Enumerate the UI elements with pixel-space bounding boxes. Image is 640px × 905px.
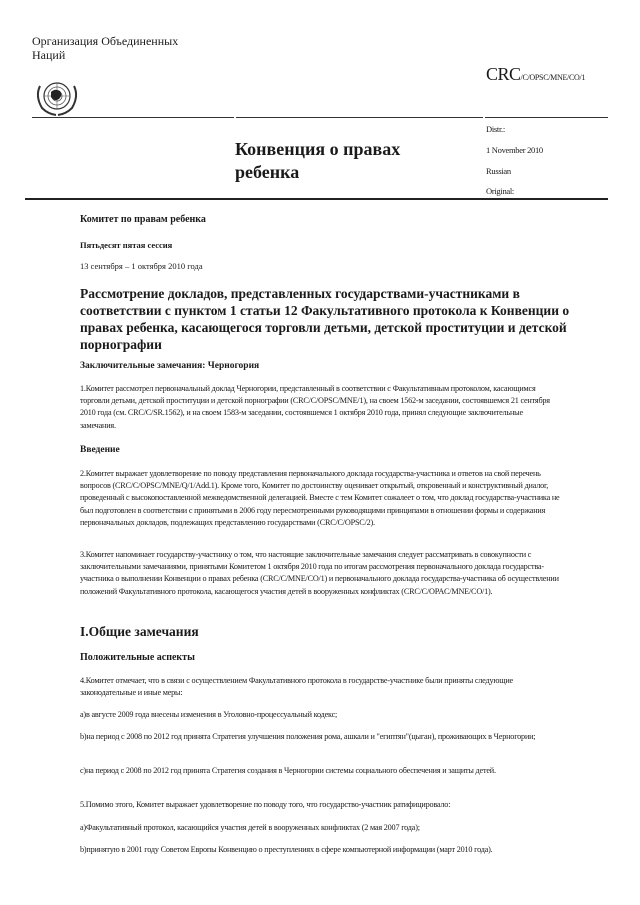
committee-name: Комитет по правам ребенка <box>80 214 206 225</box>
language: Russian <box>486 166 511 176</box>
paragraph-4: 4.Комитет отмечает, что в связи с осуществлением Факультативного протокола в государстве-участнике были приняты следующие законодательные и иные меры: <box>80 676 513 698</box>
issue-date: 1 November 2010 <box>486 145 543 155</box>
distribution-label: Distr.: <box>486 124 505 134</box>
paragraph-4b: b)на период с 2008 по 2012 год принята Стратегия улучшения положения рома, ашкали и "египтян"(цыган), проживающих в Черногории; <box>80 732 536 741</box>
paragraph-2: 2.Комитет выражает удовлетворение по поводу представления первоначального доклада государства-участника и ответов на свой перечень вопросов (CRC/C/OPSC/MNE/Q/1/Add.1). Кроме того, Комитет по достоинству оценивает открытый, откровенный и конструктивный диалог, проведенный с высокопоставленной межведомственной делегацией. Вместе с тем Комитет сожалеет о том, что доклад государства-участника не был подготовлен в соответствии с принятыми в 2006 году пересмотренными руководящими принципами в отношении формы и содержания первоначальных докладов, подлежащих представлению государствами (CRC/C/OPSC/2). <box>80 469 560 527</box>
un-emblem-icon <box>32 76 82 118</box>
document-symbol <box>486 64 585 85</box>
symbol-suffix: /C/OPSC/MNE/CO/1 <box>520 73 586 82</box>
header-rule <box>236 117 483 118</box>
header-bottom-rule <box>25 198 608 200</box>
paragraph-4a: а)в августе 2009 года внесены изменения в Уголовно-процессуальный кодекс; <box>80 710 338 719</box>
concluding-title: Заключительные замечания: Черногория <box>80 361 260 371</box>
convention-title: Конвенция о правах ребенка <box>235 139 401 182</box>
main-heading: Рассмотрение докладов, представленных государствами-участниками в соответствии с пунктом 1 статьи 12 Факультативного протокола к Конвенции о правах ребенка, касающегося торговли детьми, детской проституции и детской порнографии <box>80 286 570 352</box>
header-rule <box>32 117 234 118</box>
section-1-heading: I.Общие замечания <box>80 624 199 639</box>
header-rule <box>485 117 608 118</box>
session-dates: 13 сентября – 1 октября 2010 года <box>80 261 203 271</box>
paragraph-4c: c)на период с 2008 по 2012 год принята Стратегия создания в Черногории системы социального обеспечения и защиты детей. <box>80 766 496 775</box>
original-label: Original: <box>486 186 514 196</box>
paragraph-1: 1.Комитет рассмотрел первоначальный доклад Черногории, представленный в соответствии с Факультативным протоколом, касающимся торговли детьми, детской проституции и детской порнографии (CRC/C/OPSC/MNE/1), на своем 1562-м заседании, состоявшемся 21 сентября 2010 года (см. CRC/C/SR.1562), и на своем 1583-м заседании, состоявшемся 1 октября 2010 года, принял следующие заключительные замечания. <box>80 384 550 430</box>
positive-aspects-heading: Положительные аспекты <box>80 652 195 663</box>
symbol-main: CRC <box>486 64 521 84</box>
intro-heading: Введение <box>80 445 120 455</box>
paragraph-5b: b)принятую в 2001 году Советом Европы Конвенцию о преступлениях в сфере компьютерной информации (март 2010 года). <box>80 845 493 854</box>
session-name: Пятьдесят пятая сессия <box>80 240 173 250</box>
paragraph-5a: a)Факультативный протокол, касающийся участия детей в вооруженных конфликтах (2 мая 2007 года); <box>80 823 420 832</box>
paragraph-3: 3.Комитет напоминает государству-участнику о том, что настоящие заключительные замечания следует рассматривать в совокупности с заключительными замечаниями, принятыми Комитетом 1 октября 2010 года по итогам рассмотрения первоначального доклада государства-участника о выполнении Конвенции о правах ребенка (CRC/C/MNE/CO/1) и первоначального доклада государства-участника об осуществлении положений Факультативного протокола, касающегося участия детей в вооруженных конфликтах (CRC/C/OPAC/MNE/CO/1). <box>80 550 559 596</box>
organization-name: Организация Объединенных Наций <box>32 34 179 62</box>
paragraph-5: 5.Помимо этого, Комитет выражает удовлетворение по поводу того, что государство-участник ратифицировало: <box>80 800 451 809</box>
